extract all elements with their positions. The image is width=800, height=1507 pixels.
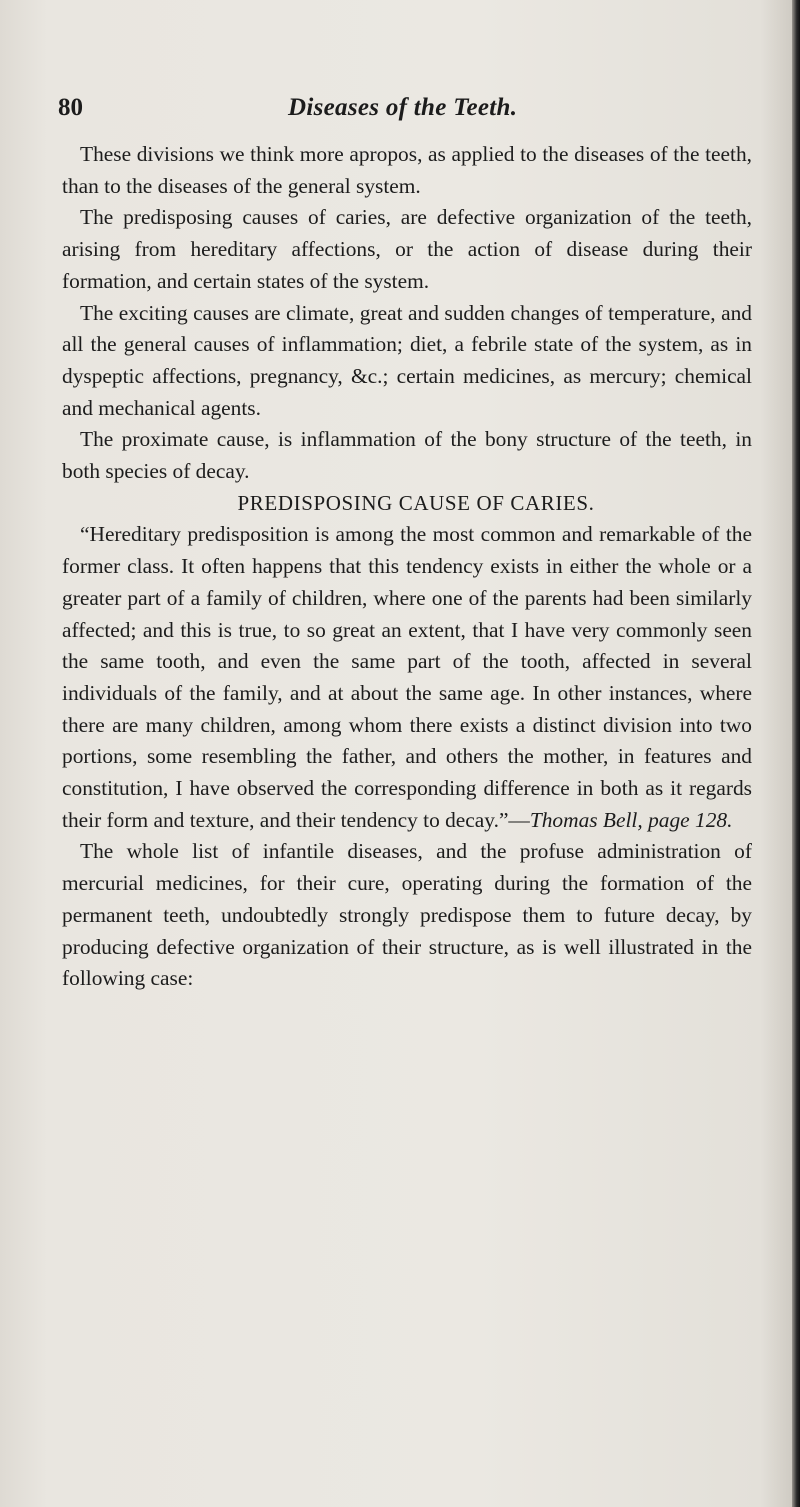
running-head xyxy=(52,94,742,134)
paragraph-infantile-diseases: The whole list of infantile diseases, and the profuse administration of mercurial medicines, for their cure, operating during the formation of the permanent teeth, undoubtedly strongly predispose them to future decay, by producing defective organization of their structure, as is well illustrated in the following case: xyxy=(62,839,752,991)
paragraph-divisions: These divisions we think more apropos, as applied to the diseases of the teeth, than to the diseases of the general system. xyxy=(62,142,752,198)
quote-text: “Hereditary predisposition is among the most common and remarkable of the former class. It often happens that this tendency exists in either the whole or a greater part of a family of children, where one of the parents had been similarly affected; and this is true, to so great an extent, that I have very commonly seen the same tooth, and even the same part of the tooth, affected in several individuals of the family, and at about the same age. In other instances, where there are many children, among whom there exists a distinct division into two portions, some resembling the father, and others the mother, in features and constitution, I have observed the corresponding difference in both as it regards their form and texture, and their tendency to decay.”— xyxy=(62,522,752,832)
paragraph-proximate-cause: The proximate cause, is inflammation of the bony structure of the teeth, in both species of decay. xyxy=(62,427,752,484)
paragraph-predisposing-causes: The predisposing causes of caries, are defective organization of the teeth, arising from hereditary affections, or the action of disease during their formation, and certain states of the system. xyxy=(62,205,752,293)
body-text xyxy=(62,139,752,995)
running-title: Diseases of the Teeth. xyxy=(288,94,518,121)
quote-source: Thomas Bell, page 128. xyxy=(529,807,733,832)
quote-paragraph xyxy=(62,519,752,836)
section-heading: PREDISPOSING CAUSE OF CARIES. xyxy=(237,490,595,515)
page-edge-shadow xyxy=(792,0,800,1507)
page-number: 80 xyxy=(58,94,83,121)
paragraph-exciting-causes: The exciting causes are climate, great and sudden changes of temperature, and all the general causes of inflammation; diet, a febrile state of the system, as in dyspeptic affections, pregnancy, &c.; certain medicines, as mercury; chemical and mechanical agents. xyxy=(62,300,752,420)
